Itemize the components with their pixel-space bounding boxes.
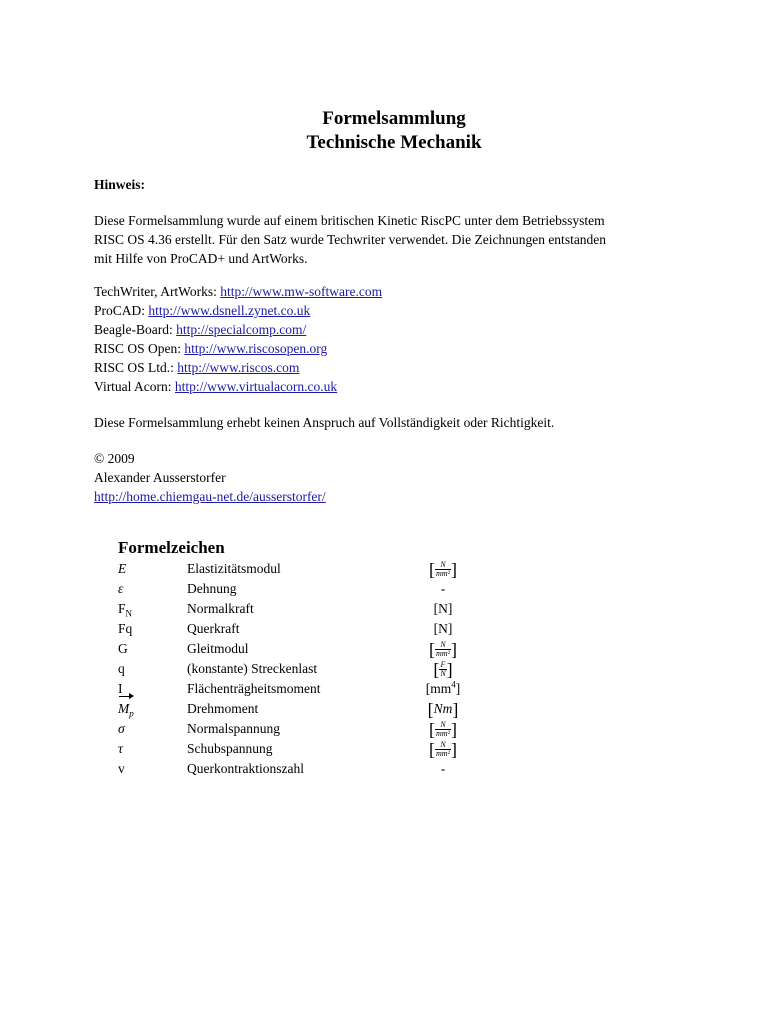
vector-arrow-icon: M — [118, 701, 130, 716]
symbol-cell: v — [118, 761, 125, 776]
symbol-cell: G — [118, 641, 128, 656]
link-virtual-acorn[interactable]: http://www.virtualacorn.co.uk — [174, 379, 338, 394]
link-label: RISC OS Open: — [94, 341, 185, 356]
table-row — [118, 579, 538, 599]
link-label: ProCAD: — [94, 303, 149, 318]
name-cell: Schubspannung — [187, 741, 273, 756]
name-cell: Gleitmodul — [187, 641, 249, 656]
link-row — [94, 282, 382, 301]
intro-paragraph — [94, 211, 734, 268]
symbol-cell: E — [118, 561, 127, 576]
link-row — [94, 301, 382, 320]
table-row — [118, 659, 538, 679]
unit-cell: [N] — [433, 621, 453, 636]
unit-cell: [ $\frac{N}{\text{mm²}}$ ] — [429, 719, 457, 740]
intro-line-3: mit Hilfe von ProCAD+ und ArtWorks. — [94, 251, 308, 266]
link-procad[interactable]: http://www.dsnell.zynet.co.uk — [148, 303, 311, 318]
name-cell: Normalspannung — [187, 721, 280, 736]
symbol-cell: ε — [118, 581, 124, 596]
symbol-cell: $M_p$ — [118, 701, 134, 719]
link-riscos-ltd[interactable]: http://www.riscos.com — [177, 360, 300, 375]
unit-cell: - — [440, 581, 446, 596]
link-beagle-board[interactable]: http://specialcomp.com/ — [176, 322, 307, 337]
name-cell: (konstante) Streckenlast — [187, 661, 318, 676]
symbol-cell: $F_N$ — [118, 601, 133, 619]
table-row — [118, 719, 538, 739]
unit-cell: [ $\frac{N}{\text{mm²}}$ ] — [429, 739, 457, 760]
link-row — [94, 358, 382, 377]
link-label: Virtual Acorn: — [94, 379, 175, 394]
table-row — [118, 759, 538, 779]
name-cell: Querkontraktionszahl — [187, 761, 304, 776]
formelzeichen-heading: Formelzeichen — [118, 538, 225, 557]
unit-cell: [ $\frac{N}{\text{mm²}}$ ] — [429, 559, 457, 580]
name-cell: Dehnung — [187, 581, 237, 596]
symbol-cell: σ — [118, 721, 125, 736]
intro-line-1: Diese Formelsammlung wurde auf einem britischen Kinetic RiscPC unter dem Betriebssystem — [94, 213, 605, 228]
table-row — [118, 619, 538, 639]
table-row — [118, 599, 538, 619]
link-label: Beagle-Board: — [94, 322, 177, 337]
symbol-cell: I — [118, 681, 123, 696]
unit-cell: $[mm^4]$ — [425, 679, 461, 696]
link-list — [94, 282, 382, 396]
unit-cell: - — [440, 761, 446, 776]
unit-cell: [ $\frac{N}{\text{mm²}}$ ] — [429, 639, 457, 660]
table-row — [118, 699, 538, 719]
name-cell: Normalkraft — [187, 601, 254, 616]
copyright-year: © 2009 — [94, 451, 135, 466]
link-mw-software[interactable]: http://www.mw-software.com — [220, 284, 383, 299]
table-row — [118, 679, 538, 699]
unit-cell: [N] — [433, 601, 453, 616]
link-row — [94, 320, 382, 339]
name-cell: Elastizitätsmodul — [187, 561, 281, 576]
author-name: Alexander Ausserstorfer — [94, 470, 226, 485]
link-row — [94, 339, 382, 358]
link-label: RISC OS Ltd.: — [94, 360, 178, 375]
table-row — [118, 639, 538, 659]
page-title — [94, 107, 694, 155]
author-homepage-link[interactable]: http://home.chiemgau-net.de/ausserstorfer/ — [94, 489, 326, 504]
intro-line-2: RISC OS 4.36 erstellt. Für den Satz wurde Techwriter verwendet. Die Zeichnungen entstanden — [94, 232, 607, 247]
table-row — [118, 739, 538, 759]
hint-label: Hinweis: — [94, 177, 146, 192]
symbol-cell: q — [118, 661, 125, 676]
symbol-cell: τ — [118, 741, 123, 756]
title-line-1: Formelsammlung — [322, 108, 466, 129]
link-row — [94, 377, 382, 396]
formelzeichen-table — [118, 559, 538, 779]
unit-cell: [ $\frac{F}{N}$ ] — [433, 659, 453, 680]
title-line-2: Technische Mechanik — [306, 132, 482, 153]
name-cell: Flächenträgheitsmoment — [187, 681, 321, 696]
link-riscos-open[interactable]: http://www.riscosopen.org — [184, 341, 328, 356]
symbol-cell: Fq — [118, 621, 133, 636]
copyright-block — [94, 449, 326, 506]
link-label: TechWriter, ArtWorks: — [94, 284, 221, 299]
disclaimer-text: Diese Formelsammlung erhebt keinen Anspruch auf Vollständigkeit oder Richtigkeit. — [94, 415, 555, 430]
table-row — [118, 559, 538, 579]
name-cell: Drehmoment — [187, 701, 259, 716]
name-cell: Querkraft — [187, 621, 240, 636]
unit-cell: [Nm] — [427, 699, 459, 720]
